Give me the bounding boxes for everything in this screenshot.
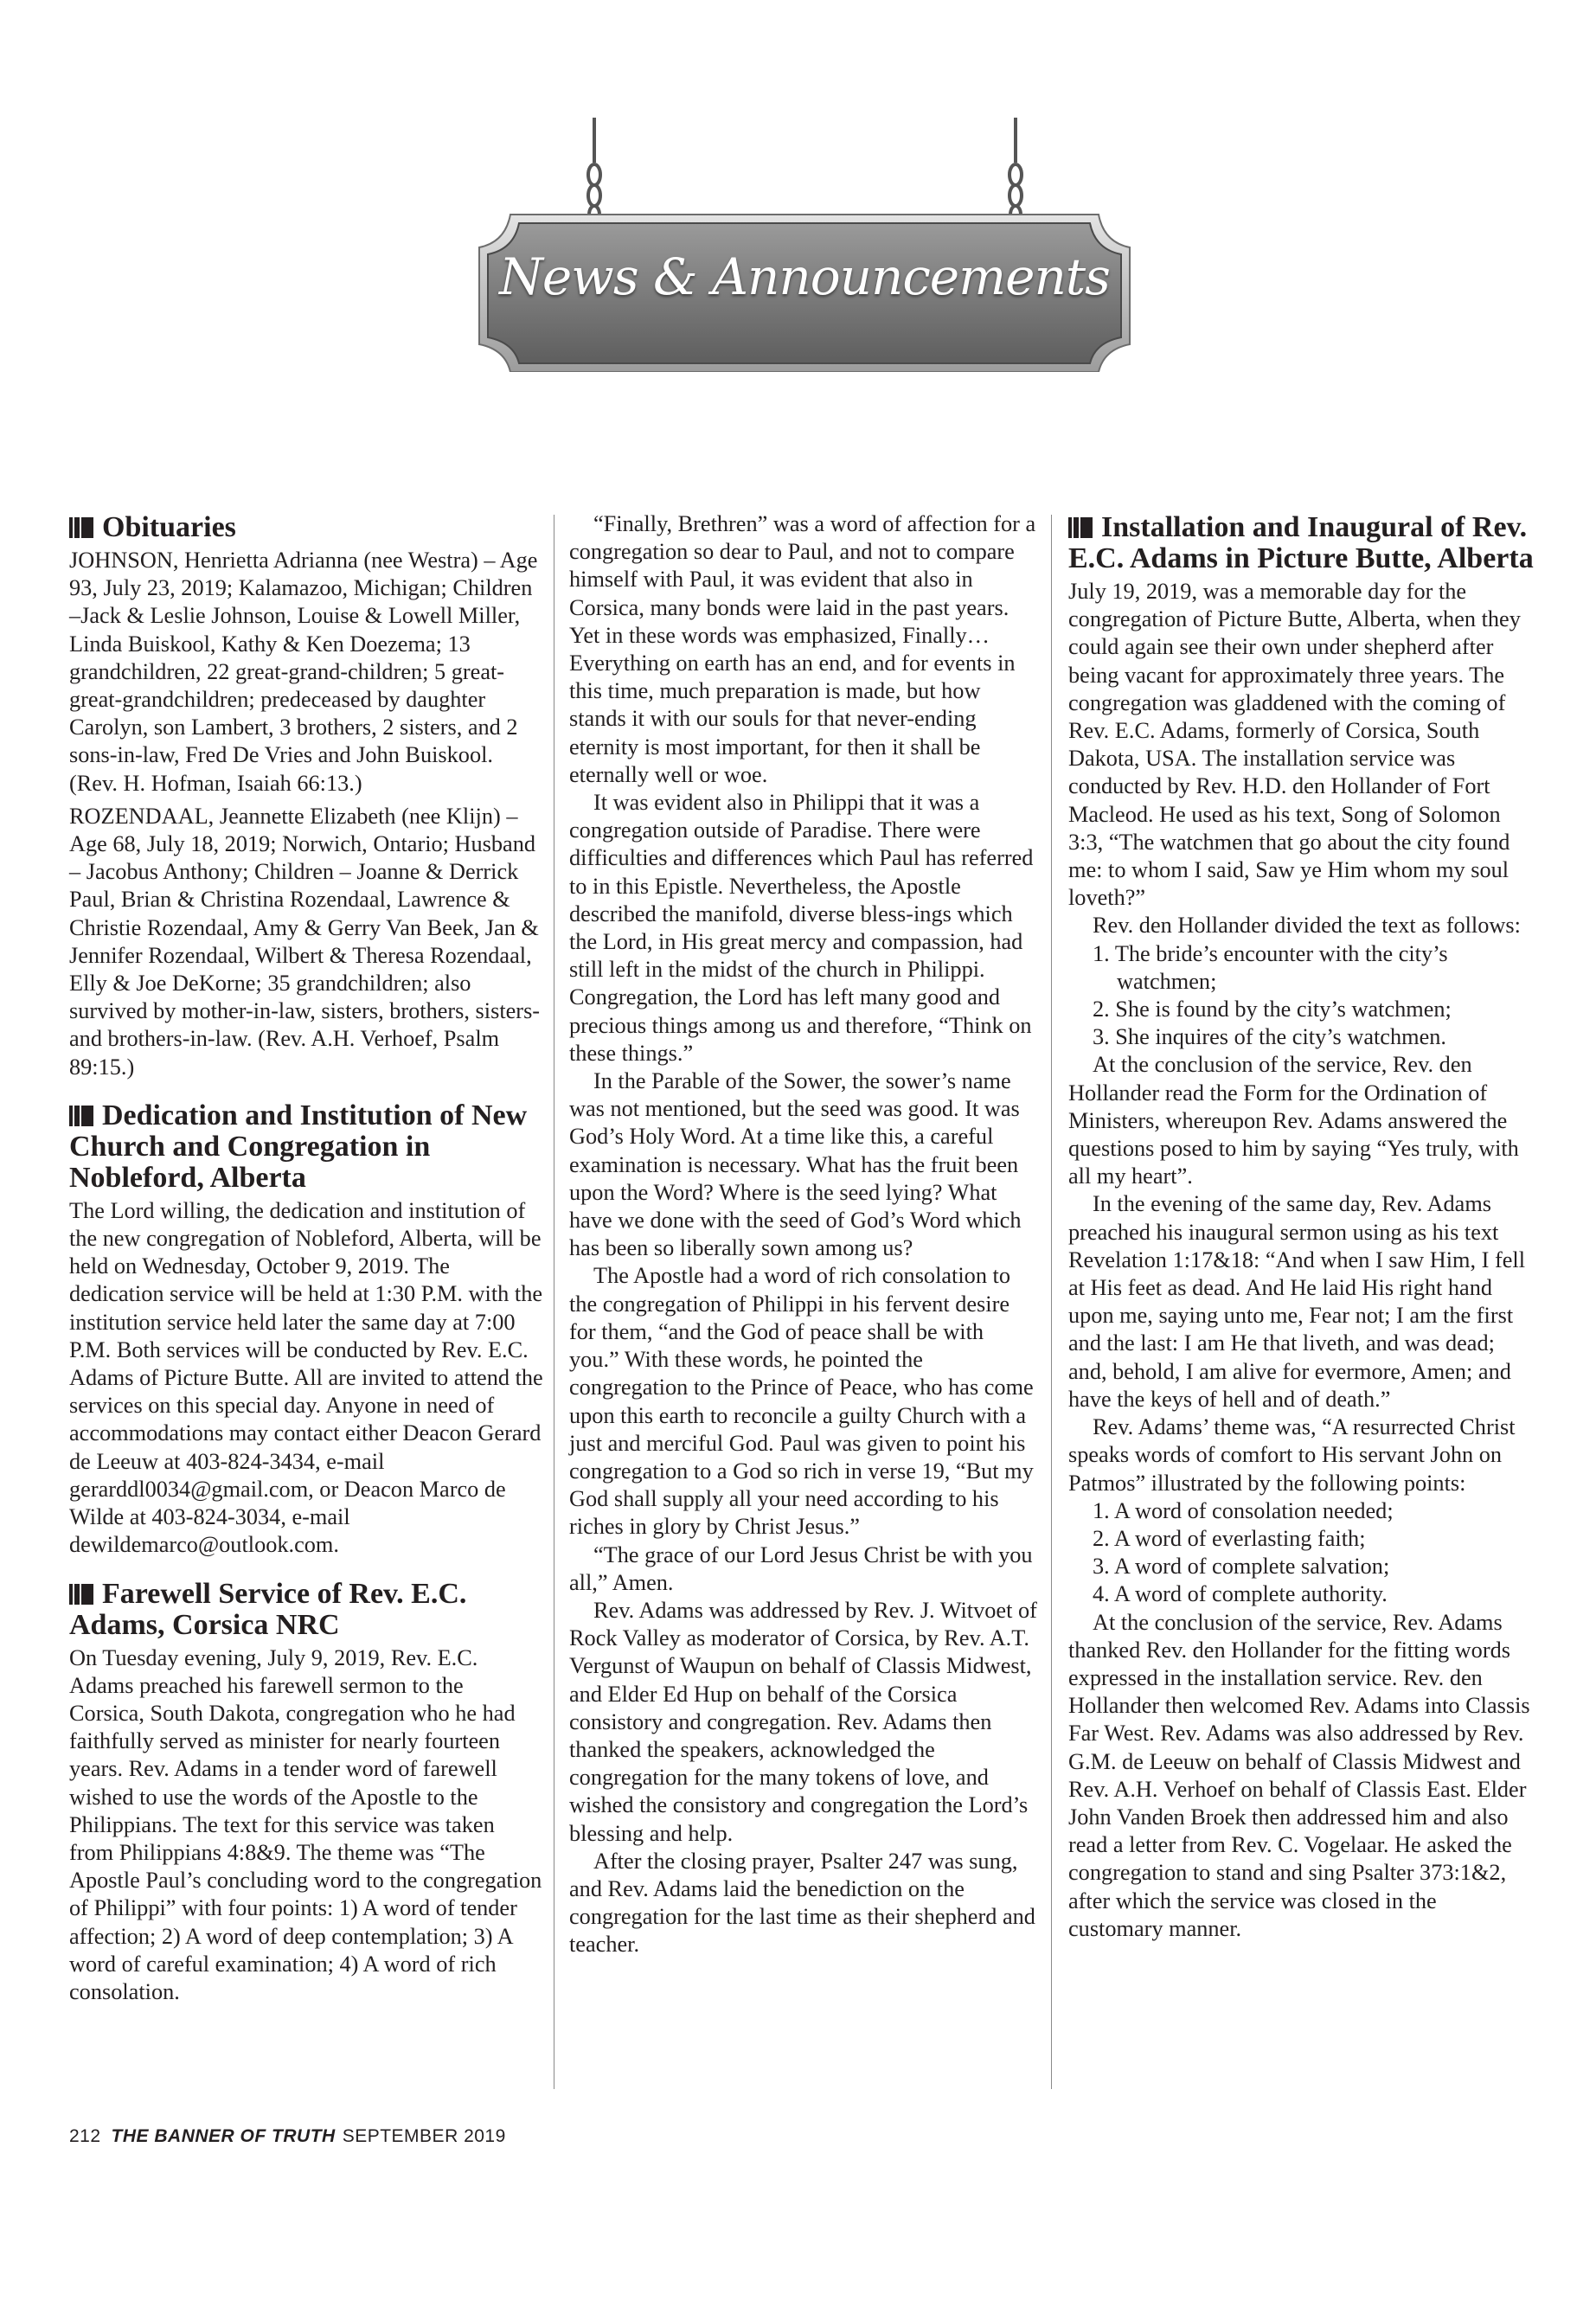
section-marker-icon — [69, 1099, 95, 1130]
magazine-title: THE BANNER OF TRUTH — [111, 2126, 336, 2146]
section-heading-farewell: Farewell Service of Rev. E.C. Adams, Corsica NRC — [69, 1577, 467, 1641]
farewell-paragraph: “Finally, Brethren” was a word of affection for a congregation so dear to Paul, and not to compare himself with Paul, it was evident that also in Corsica, many bonds were laid in the past years. Yet in these words was emphasized, Finally… Everything on earth has an end, and for events in this time, much preparation is made, but how stands it with our souls for that never-ending eternity is most important, for then it shall be eternally well or woe. — [569, 511, 1036, 787]
page-number: 212 — [69, 2126, 101, 2146]
issue-date: SEPTEMBER 2019 — [342, 2126, 506, 2146]
section-heading-installation: Installation and Inaugural of Rev. E.C. Adams in Picture Butte, Alberta — [1068, 511, 1534, 574]
farewell-paragraph: It was evident also in Philippi that it was a congregation outside of Paradise. There were difficulties and differences which Paul has referred to in this Epistle. Nevertheless, the Apostle described the manifold, diverse bless-ings which the Lord, in His great mercy and compassion, had still left in the midst of the church in Philippi. Congregation, the Lord has left many good and precious things among us and therefore, “Think on these things.” — [569, 790, 1034, 1066]
installation-paragraph: Rev. den Hollander divided the text as follows: — [1093, 913, 1521, 939]
text-division-list — [1068, 940, 1535, 1052]
hanging-sign-graphic — [476, 112, 1133, 372]
sermon-points-list — [1068, 1497, 1535, 1609]
section-marker-icon — [69, 1577, 95, 1608]
page-title: News & Announcements — [499, 247, 1110, 306]
installation-paragraph: In the evening of the same day, Rev. Adams preached his inaugural sermon using as his text Revelation 1:17&18: “And when I saw Him, I fell at His feet as dead. And He laid His right hand upon me, saying unto me, Fear not; I am the first and the last: I am He that liveth, and was dead; and, behold, I am alive for evermore, Amen; and have the keys of hell and of death.” — [1068, 1191, 1526, 1412]
installation-paragraph: At the conclusion of the service, Rev. den Hollander read the Form for the Ordination of Ministers, whereupon Rev. Adams answered the questions posed to him by saying “Yes truly, with all my heart”. — [1068, 1052, 1519, 1189]
obituary-entry: JOHNSON, Henrietta Adrianna (nee Westra) – Age 93, July 23, 2019; Kalamazoo, Michigan; Children –Jack & Leslie Johnson, Louise & Lowell Miller, Linda Buiskool, Kathy & Ken Doezema; 13 grandchildren, 22 great-grand-children; 5 great-great-grandchildren; predeceased by daughter Carolyn, son Lambert, 3 brothers, 2 sisters, and 2 sons-in-law, Fred De Vries and John Buiskool. (Rev. H. Hofman, Isaiah 66:13.) — [69, 548, 538, 796]
column-divider — [1051, 515, 1052, 2089]
farewell-paragraph: The Apostle had a word of rich consolation to the congregation of Philippi in his fervent desire for them, “and the God of peace shall be with you.” With these words, he pointed the congregation to the Prince of Peace, who has come upon this earth to reconcile a guilty Church with a just and merciful God. Paul was given to point his congregation to a God so rich in verse 19, “But my God shall supply all your need according to his riches in glory by Christ Jesus.” — [569, 1263, 1034, 1540]
farewell-paragraph: On Tuesday evening, July 9, 2019, Rev. E.C. Adams preached his farewell sermon to the Corsica, South Dakota, congregation who he had faithfully served as minister for nearly fourteen years. Rev. Adams in a tender word of farewell wished to use the words of the Apostle to the Philippians. The text for this service was taken from Philippians 4:8&9. The theme was “The Apostle Paul’s concluding word to the congregation of Philippi” with four points: 1) A word of tender affection; 2) A word of deep contemplation; 3) A word of careful examination; 4) A word of rich consolation. — [69, 1644, 542, 2004]
section-heading-dedication: Dedication and Institution of New Church and Congregation in Nobleford, Alberta — [69, 1099, 528, 1194]
list-item: 1. The bride’s encounter with the city’s watchmen; — [1093, 940, 1448, 994]
list-item: 1. A word of consolation needed; — [1093, 1497, 1394, 1523]
list-item: 2. She is found by the city’s watchmen; — [1093, 997, 1452, 1022]
list-item: 2. A word of everlasting faith; — [1093, 1525, 1366, 1551]
farewell-paragraph: After the closing prayer, Psalter 247 was sung, and Rev. Adams laid the benediction on the congregation for the last time as their shepherd and teacher. — [569, 1848, 1035, 1958]
chain-left — [588, 118, 600, 223]
header-sign — [476, 112, 1133, 372]
farewell-paragraph: In the Parable of the Sower, the sower’s name was not mentioned, but the seed was good. It was God’s Holy Word. At a time like this, a careful examination is necessary. What has the fruit been upon the Word? Where is the seed lying? What have we done with the seed of God’s Word which has been so liberally sown among us? — [569, 1068, 1022, 1261]
obituary-entry: ROZENDAAL, Jeannette Elizabeth (nee Klijn) – Age 68, July 18, 2019; Norwich, Ontario; Husband – Jacobus Anthony; Children – Joanne & Derrick Paul, Brian & Christina Rozendaal, Lawrence & Christie Rozendaal, Amy & Gerry Van Beek, Jan & Jennifer Rozendaal, Wilbert & Theresa Rozendaal, Elly & Joe DeKorne; 35 grandchildren; also survived by mother-in-law, sisters, brothers, sisters- and brothers-in-law. (Rev. A.H. Verhoef, Psalm 89:15.) — [69, 803, 541, 1080]
section-marker-icon — [1068, 510, 1094, 542]
section-marker-icon — [69, 510, 95, 542]
section-heading-obituaries: Obituaries — [69, 510, 543, 543]
installation-paragraph: July 19, 2019, was a memorable day for the congregation of Picture Butte, Alberta, when they could again see their own under shepherd after being vacant for approximately three years. The congregation was gladdened with the coming of Rev. E.C. Adams, formerly of Corsica, South Dakota, USA. The installation service was conducted by Rev. H.D. den Hollander of Fort Macleod. He used as his text, Song of Solomon 3:3, “The watchmen that go about the city found me: to whom I said, Saw ye Him whom my soul loveth?” — [1068, 579, 1521, 911]
chain-right — [1010, 118, 1022, 223]
farewell-paragraph: “The grace of our Lord Jesus Christ be with you all,” Amen. — [569, 1541, 1033, 1595]
column-middle — [569, 510, 1038, 1959]
installation-paragraph: At the conclusion of the service, Rev. Adams thanked Rev. den Hollander for the fitting words expressed in the installation service. Rev. den Hollander then welcomed Rev. Adams into Classis Far West. Rev. Adams was also addressed by Rev. G.M. de Leeuw on behalf of Classis Midwest and Rev. A.H. Verhoef on behalf of Classis East. Elder John Vanden Broek then addressed him and also read a letter from Rev. C. Vogelaar. He asked the congregation to stand and sing Psalter 373:1&2, after which the service was closed in the customary manner. — [1068, 1609, 1530, 1941]
installation-paragraph: Rev. Adams’ theme was, “A resurrected Christ speaks words of comfort to His servant John on Patmos” illustrated by the following points: — [1068, 1414, 1516, 1496]
farewell-paragraph: Rev. Adams was addressed by Rev. J. Witvoet of Rock Valley as moderator of Corsica, by Rev. A.T. Vergunst of Waupun on behalf of Classis Midwest, and Elder Ed Hup on behalf of the Corsica consistory and congregation. Rev. Adams then thanked the speakers, acknowledged the congregation for the many tokens of love, and wished the consistory and congregation the Lord’s blessing and help. — [569, 1597, 1037, 1846]
list-item: 3. She inquires of the city’s watchmen. — [1093, 1024, 1446, 1050]
list-item: 3. A word of complete salvation; — [1093, 1554, 1390, 1580]
column-left — [69, 510, 543, 2006]
page-footer — [69, 2126, 506, 2147]
dedication-body: The Lord willing, the dedication and institution of the new congregation of Nobleford, Alberta, will be held on Wednesday, October 9, 2019. The dedication service will be held at 1:30 P.M. with the institution service held later the same day at 7:00 P.M. Both services will be conducted by Rev. E.C. Adams of Picture Butte. All are invited to attend the services on this special day. Anyone in need of accommodations may contact either Deacon Gerard de Leeuw at 403-824-3434, e-mail gerarddl0034@gmail.com, or Deacon Marco de Wilde at 403-824-3034, e-mail dewildemarco@outlook.com. — [69, 1197, 543, 1558]
list-item: 4. A word of complete authority. — [1093, 1581, 1388, 1607]
column-right — [1068, 510, 1535, 1943]
